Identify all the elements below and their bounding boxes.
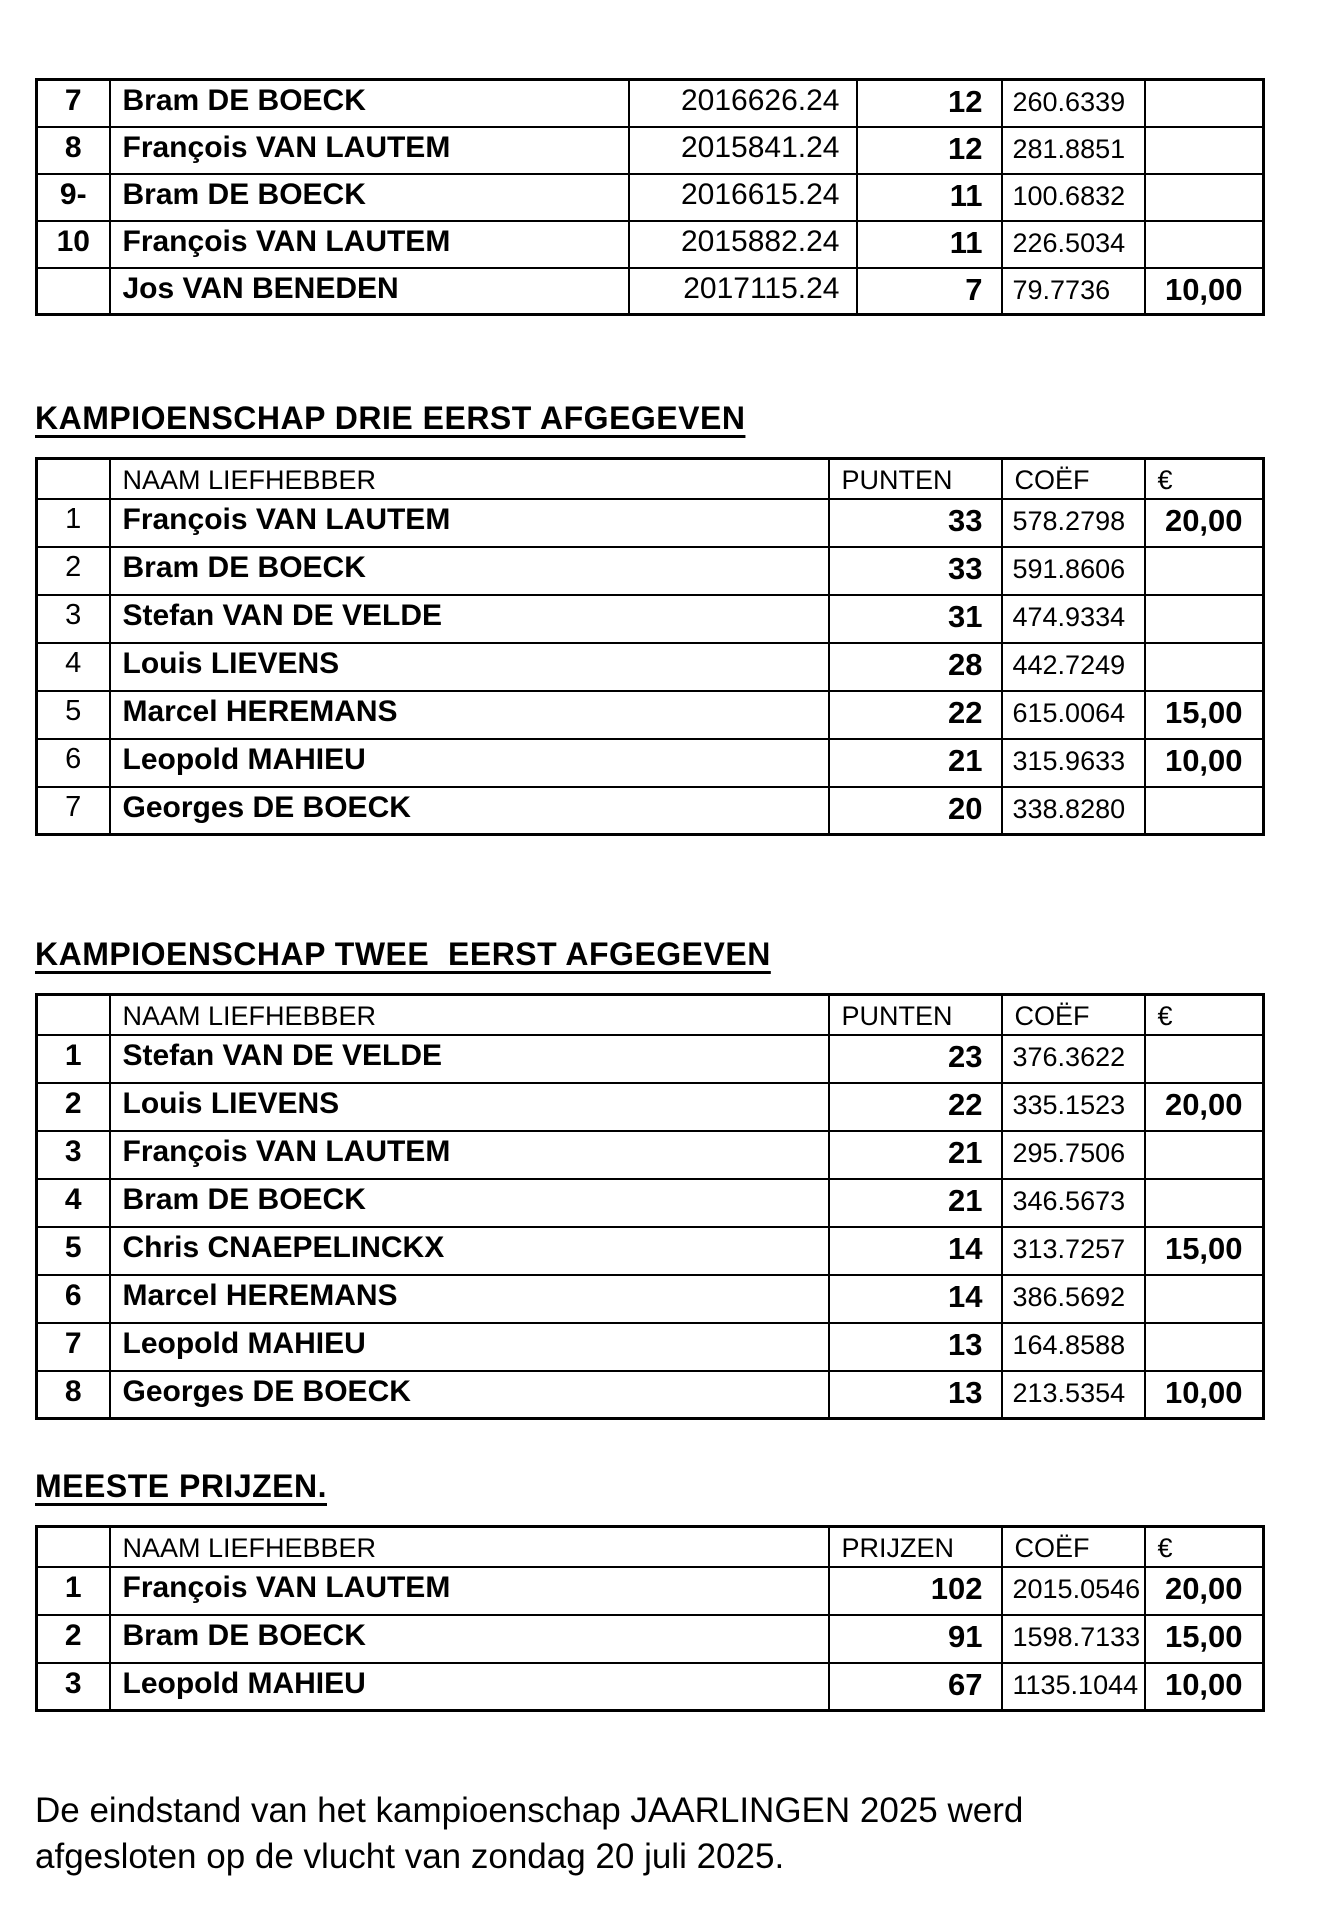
coef-cell: 376.3622	[1002, 1035, 1145, 1083]
points-cell: 11	[857, 221, 1002, 268]
rank-cell: 1	[37, 1035, 110, 1083]
col-header-euro: €	[1145, 459, 1264, 499]
coef-cell: 578.2798	[1002, 499, 1145, 547]
closing-note-line: afgesloten op de vlucht van zondag 20 juli 2025.	[35, 1837, 785, 1877]
table-jaarlingen-continuation	[35, 78, 1265, 316]
coef-cell: 1598.7133	[1002, 1615, 1145, 1663]
coef-cell: 591.8606	[1002, 547, 1145, 595]
ring-number-cell: 2016615.24	[629, 174, 857, 221]
points-cell: 31	[829, 595, 1002, 643]
col-header-points: PUNTEN	[829, 995, 1002, 1035]
points-cell: 33	[829, 499, 1002, 547]
rank-cell: 8	[37, 1371, 110, 1419]
rank-cell	[37, 268, 110, 315]
name-cell: Louis LIEVENS	[110, 1083, 829, 1131]
coef-cell: 213.5354	[1002, 1371, 1145, 1419]
points-cell: 20	[829, 787, 1002, 835]
points-cell: 12	[857, 80, 1002, 127]
table-row	[37, 80, 1264, 127]
rank-cell: 7	[37, 787, 110, 835]
rank-cell: 7	[37, 80, 110, 127]
heading-kampioenschap-drie: KAMPIOENSCHAP DRIE EERST AFGEGEVEN	[35, 400, 746, 436]
coef-cell: 1135.1044	[1002, 1663, 1145, 1711]
points-cell: 12	[857, 127, 1002, 174]
points-cell: 13	[829, 1323, 1002, 1371]
points-cell: 28	[829, 643, 1002, 691]
rank-cell: 4	[37, 1179, 110, 1227]
coef-cell: 100.6832	[1002, 174, 1145, 221]
table-row	[37, 174, 1264, 221]
points-cell: 21	[829, 739, 1002, 787]
closing-note	[35, 1788, 1320, 1880]
name-cell: Leopold MAHIEU	[110, 1663, 829, 1711]
rank-cell: 6	[37, 1275, 110, 1323]
points-cell: 7	[857, 268, 1002, 315]
rank-cell: 3	[37, 1663, 110, 1711]
euro-cell	[1145, 1323, 1264, 1371]
rank-cell: 2	[37, 547, 110, 595]
table-row	[37, 1227, 1264, 1275]
coef-cell: 313.7257	[1002, 1227, 1145, 1275]
rank-cell: 7	[37, 1323, 110, 1371]
rank-cell: 2	[37, 1615, 110, 1663]
euro-cell	[1145, 221, 1264, 268]
name-cell: Georges DE BOECK	[110, 1371, 829, 1419]
coef-cell: 260.6339	[1002, 80, 1145, 127]
rank-cell: 5	[37, 691, 110, 739]
name-cell: Stefan VAN DE VELDE	[110, 595, 829, 643]
rank-cell: 5	[37, 1227, 110, 1275]
table-kampioenschap-drie	[35, 457, 1265, 836]
col-header-points: PUNTEN	[829, 459, 1002, 499]
coef-cell: 386.5692	[1002, 1275, 1145, 1323]
table-body	[37, 1035, 1264, 1419]
euro-cell: 20,00	[1145, 1567, 1264, 1615]
coef-cell: 615.0064	[1002, 691, 1145, 739]
col-header-rank	[37, 1527, 110, 1567]
heading-meeste-prijzen: MEESTE PRIJZEN.	[35, 1468, 327, 1504]
coef-cell: 335.1523	[1002, 1083, 1145, 1131]
coef-cell: 2015.0546	[1002, 1567, 1145, 1615]
euro-cell	[1145, 80, 1264, 127]
euro-cell	[1145, 174, 1264, 221]
coef-cell: 338.8280	[1002, 787, 1145, 835]
points-cell: 22	[829, 1083, 1002, 1131]
rank-cell: 1	[37, 499, 110, 547]
table-row	[37, 1035, 1264, 1083]
table-row	[37, 691, 1264, 739]
ring-number-cell: 2017115.24	[629, 268, 857, 315]
col-header-name: NAAM LIEFHEBBER	[110, 995, 829, 1035]
name-cell: Leopold MAHIEU	[110, 1323, 829, 1371]
ring-number-cell: 2016626.24	[629, 80, 857, 127]
table-row	[37, 1663, 1264, 1711]
euro-cell: 10,00	[1145, 739, 1264, 787]
rank-cell: 1	[37, 1567, 110, 1615]
euro-cell: 15,00	[1145, 1615, 1264, 1663]
table-meeste-prijzen	[35, 1525, 1265, 1712]
col-header-prijzen: PRIJZEN	[829, 1527, 1002, 1567]
table-row	[37, 1615, 1264, 1663]
col-header-rank	[37, 995, 110, 1035]
table-row	[37, 1131, 1264, 1179]
table-row	[37, 1275, 1264, 1323]
coef-cell: 226.5034	[1002, 221, 1145, 268]
euro-cell	[1145, 1275, 1264, 1323]
col-header-name: NAAM LIEFHEBBER	[110, 1527, 829, 1567]
euro-cell	[1145, 595, 1264, 643]
name-cell: Chris CNAEPELINCKX	[110, 1227, 829, 1275]
name-cell: Marcel HEREMANS	[110, 691, 829, 739]
coef-cell: 315.9633	[1002, 739, 1145, 787]
points-cell: 67	[829, 1663, 1002, 1711]
rank-cell: 3	[37, 1131, 110, 1179]
header-row	[37, 459, 1264, 499]
points-cell: 102	[829, 1567, 1002, 1615]
euro-cell	[1145, 787, 1264, 835]
ring-number-cell: 2015841.24	[629, 127, 857, 174]
euro-cell: 20,00	[1145, 1083, 1264, 1131]
euro-cell: 15,00	[1145, 1227, 1264, 1275]
name-cell: Jos VAN BENEDEN	[110, 268, 629, 315]
table-row	[37, 1323, 1264, 1371]
table-row	[37, 1371, 1264, 1419]
euro-cell: 10,00	[1145, 1663, 1264, 1711]
euro-cell	[1145, 643, 1264, 691]
table-row	[37, 1179, 1264, 1227]
points-cell: 14	[829, 1227, 1002, 1275]
table-body	[37, 1567, 1264, 1711]
table-row	[37, 127, 1264, 174]
coef-cell: 295.7506	[1002, 1131, 1145, 1179]
name-cell: Georges DE BOECK	[110, 787, 829, 835]
name-cell: Marcel HEREMANS	[110, 1275, 829, 1323]
name-cell: François VAN LAUTEM	[110, 499, 829, 547]
rank-cell: 3	[37, 595, 110, 643]
heading-kampioenschap-twee: KAMPIOENSCHAP TWEE EERST AFGEGEVEN	[35, 936, 771, 972]
table-row	[37, 547, 1264, 595]
table-row	[37, 268, 1264, 315]
points-cell: 22	[829, 691, 1002, 739]
col-header-rank	[37, 459, 110, 499]
euro-cell: 20,00	[1145, 499, 1264, 547]
table-row	[37, 499, 1264, 547]
euro-cell	[1145, 1131, 1264, 1179]
rank-cell: 10	[37, 221, 110, 268]
euro-cell: 15,00	[1145, 691, 1264, 739]
euro-cell: 10,00	[1145, 1371, 1264, 1419]
table-row	[37, 787, 1264, 835]
header-row	[37, 1527, 1264, 1567]
table-row	[37, 595, 1264, 643]
euro-cell	[1145, 1035, 1264, 1083]
col-header-coef: COËF	[1002, 1527, 1145, 1567]
points-cell: 33	[829, 547, 1002, 595]
coef-cell: 164.8588	[1002, 1323, 1145, 1371]
col-header-coef: COËF	[1002, 459, 1145, 499]
table-row	[37, 1083, 1264, 1131]
name-cell: Louis LIEVENS	[110, 643, 829, 691]
name-cell: François VAN LAUTEM	[110, 221, 629, 268]
name-cell: Bram DE BOECK	[110, 80, 629, 127]
col-header-euro: €	[1145, 995, 1264, 1035]
col-header-euro: €	[1145, 1527, 1264, 1567]
euro-cell	[1145, 547, 1264, 595]
name-cell: François VAN LAUTEM	[110, 127, 629, 174]
rank-cell: 4	[37, 643, 110, 691]
table-kampioenschap-twee	[35, 993, 1265, 1420]
name-cell: Leopold MAHIEU	[110, 739, 829, 787]
table-body	[37, 80, 1264, 315]
rank-cell: 2	[37, 1083, 110, 1131]
rank-cell: 6	[37, 739, 110, 787]
points-cell: 21	[829, 1179, 1002, 1227]
points-cell: 11	[857, 174, 1002, 221]
euro-cell: 10,00	[1145, 268, 1264, 315]
table-row	[37, 643, 1264, 691]
rank-cell: 9-	[37, 174, 110, 221]
coef-cell: 346.5673	[1002, 1179, 1145, 1227]
closing-note-line: De eindstand van het kampioenschap JAARLINGEN 2025 werd	[35, 1791, 1024, 1830]
col-header-name: NAAM LIEFHEBBER	[110, 459, 829, 499]
name-cell: Bram DE BOECK	[110, 1615, 829, 1663]
coef-cell: 442.7249	[1002, 643, 1145, 691]
name-cell: François VAN LAUTEM	[110, 1131, 829, 1179]
col-header-coef: COËF	[1002, 995, 1145, 1035]
table-row	[37, 1567, 1264, 1615]
name-cell: François VAN LAUTEM	[110, 1567, 829, 1615]
name-cell: Bram DE BOECK	[110, 547, 829, 595]
name-cell: Bram DE BOECK	[110, 174, 629, 221]
points-cell: 14	[829, 1275, 1002, 1323]
points-cell: 23	[829, 1035, 1002, 1083]
table-body	[37, 499, 1264, 835]
euro-cell	[1145, 1179, 1264, 1227]
euro-cell	[1145, 127, 1264, 174]
ring-number-cell: 2015882.24	[629, 221, 857, 268]
points-cell: 13	[829, 1371, 1002, 1419]
header-row	[37, 995, 1264, 1035]
points-cell: 21	[829, 1131, 1002, 1179]
coef-cell: 474.9334	[1002, 595, 1145, 643]
table-row	[37, 739, 1264, 787]
coef-cell: 281.8851	[1002, 127, 1145, 174]
name-cell: Bram DE BOECK	[110, 1179, 829, 1227]
rank-cell: 8	[37, 127, 110, 174]
name-cell: Stefan VAN DE VELDE	[110, 1035, 829, 1083]
coef-cell: 79.7736	[1002, 268, 1145, 315]
points-cell: 91	[829, 1615, 1002, 1663]
table-row	[37, 221, 1264, 268]
